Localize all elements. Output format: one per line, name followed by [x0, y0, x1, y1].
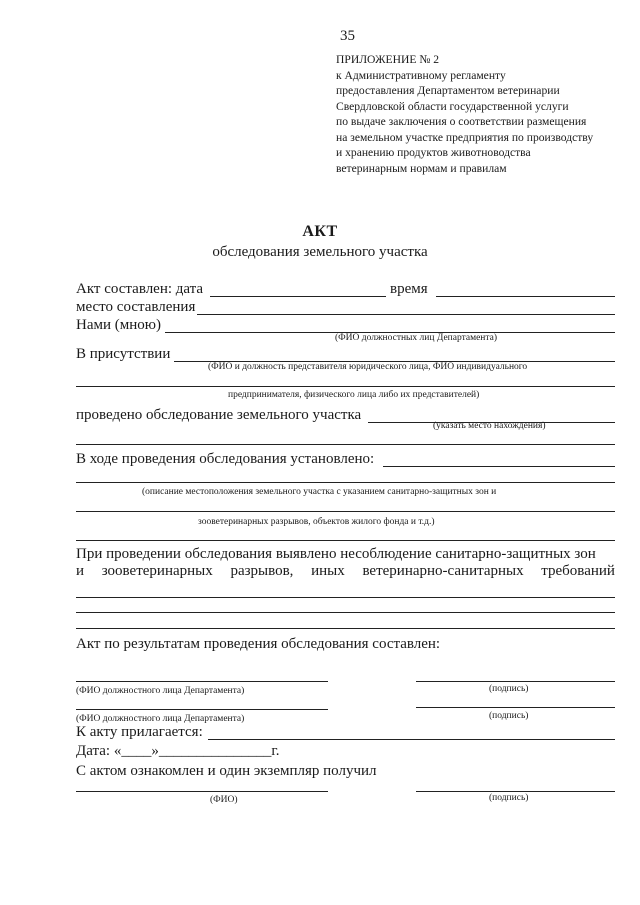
- official-name-field-2[interactable]: [76, 709, 328, 710]
- violation-word: ветеринарно-санитарных: [362, 563, 524, 579]
- time-field[interactable]: [436, 296, 615, 297]
- attached-field[interactable]: [208, 739, 615, 740]
- presence-field-2[interactable]: [76, 386, 615, 387]
- result-label: Акт по результатам проведения обследования составлен:: [76, 636, 441, 652]
- place-label: место составления: [76, 299, 196, 315]
- appendix-line: по выдаче заключения о соответствии размещения: [336, 115, 587, 128]
- violation-field-1[interactable]: [76, 597, 615, 598]
- established-field-2[interactable]: [76, 482, 615, 483]
- violation-text-1: При проведении обследования выявлено несоблюдение санитарно-защитных зон: [76, 546, 596, 562]
- presence-hint-1: (ФИО и должность представителя юридического лица, ФИО индивидуального: [208, 362, 528, 372]
- date-label: Дата: «____»_______________г.: [76, 743, 280, 759]
- by-us-hint: (ФИО должностных лиц Департамента): [335, 333, 498, 343]
- established-hint-2: зооветеринарных разрывов, объектов жилого фонда и т.д.): [198, 517, 435, 527]
- appendix-line: и хранению продуктов животноводства: [336, 146, 531, 159]
- violation-word: зооветеринарных: [101, 563, 213, 579]
- signature-field-3[interactable]: [416, 791, 615, 792]
- official-hint-2: (ФИО должностного лица Департамента): [76, 714, 245, 724]
- established-field[interactable]: [383, 466, 615, 467]
- established-field-4[interactable]: [76, 540, 615, 541]
- appendix-line: предоставления Департаментом ветеринарии: [336, 84, 560, 97]
- acquainted-label: С актом ознакомлен и один экземпляр получил: [76, 763, 377, 779]
- presence-hint-2: предпринимателя, физического лица либо их представителей): [228, 390, 480, 400]
- attached-label: К акту прилагается:: [76, 724, 203, 740]
- violation-word: иных: [311, 563, 345, 579]
- appendix-block: [336, 52, 593, 176]
- violation-word: разрывов,: [230, 563, 294, 579]
- appendix-line: на земельном участке предприятия по производству: [336, 130, 594, 144]
- act-date-field[interactable]: [210, 296, 386, 297]
- survey-hint: (указать место нахождения): [433, 421, 546, 431]
- established-hint-1: (описание местоположения земельного участка с указанием санитарно-защитных зон и: [142, 487, 497, 497]
- signature-hint-3: (подпись): [489, 793, 529, 803]
- place-field[interactable]: [197, 314, 615, 315]
- violation-field-2[interactable]: [76, 612, 615, 613]
- survey-label: проведено обследование земельного участка: [76, 407, 362, 423]
- established-label: В ходе проведения обследования установлено:: [76, 451, 375, 467]
- signature-hint-1: (подпись): [489, 684, 529, 694]
- official-name-field-1[interactable]: [76, 681, 328, 682]
- violation-field-3[interactable]: [76, 628, 615, 629]
- fio-field[interactable]: [76, 791, 328, 792]
- survey-field-2[interactable]: [76, 444, 615, 445]
- violation-word: требований: [541, 563, 615, 579]
- by-us-label: Нами (мною): [76, 317, 161, 333]
- appendix-line: к Административному регламенту: [336, 68, 506, 82]
- violation-text-2: [76, 563, 615, 580]
- time-label: время: [390, 281, 428, 297]
- official-hint-1: (ФИО должностного лица Департамента): [76, 686, 245, 696]
- signature-field-2[interactable]: [416, 707, 615, 708]
- document-subtitle: обследования земельного участка: [212, 244, 428, 260]
- established-field-3[interactable]: [76, 511, 615, 512]
- violation-word: и: [76, 563, 85, 579]
- page-number: 35: [340, 28, 355, 44]
- document-title: АКТ: [302, 223, 338, 240]
- appendix-line: ПРИЛОЖЕНИЕ № 2: [336, 53, 440, 66]
- signature-hint-2: (подпись): [489, 711, 529, 721]
- appendix-line: Свердловской области государственной услуги: [336, 99, 569, 113]
- signature-field-1[interactable]: [416, 681, 615, 682]
- appendix-line: ветеринарным нормам и правилам: [336, 161, 507, 175]
- act-date-label: Акт составлен: дата: [76, 281, 204, 297]
- fio-hint: (ФИО): [210, 795, 238, 805]
- presence-label: В присутствии: [76, 346, 171, 362]
